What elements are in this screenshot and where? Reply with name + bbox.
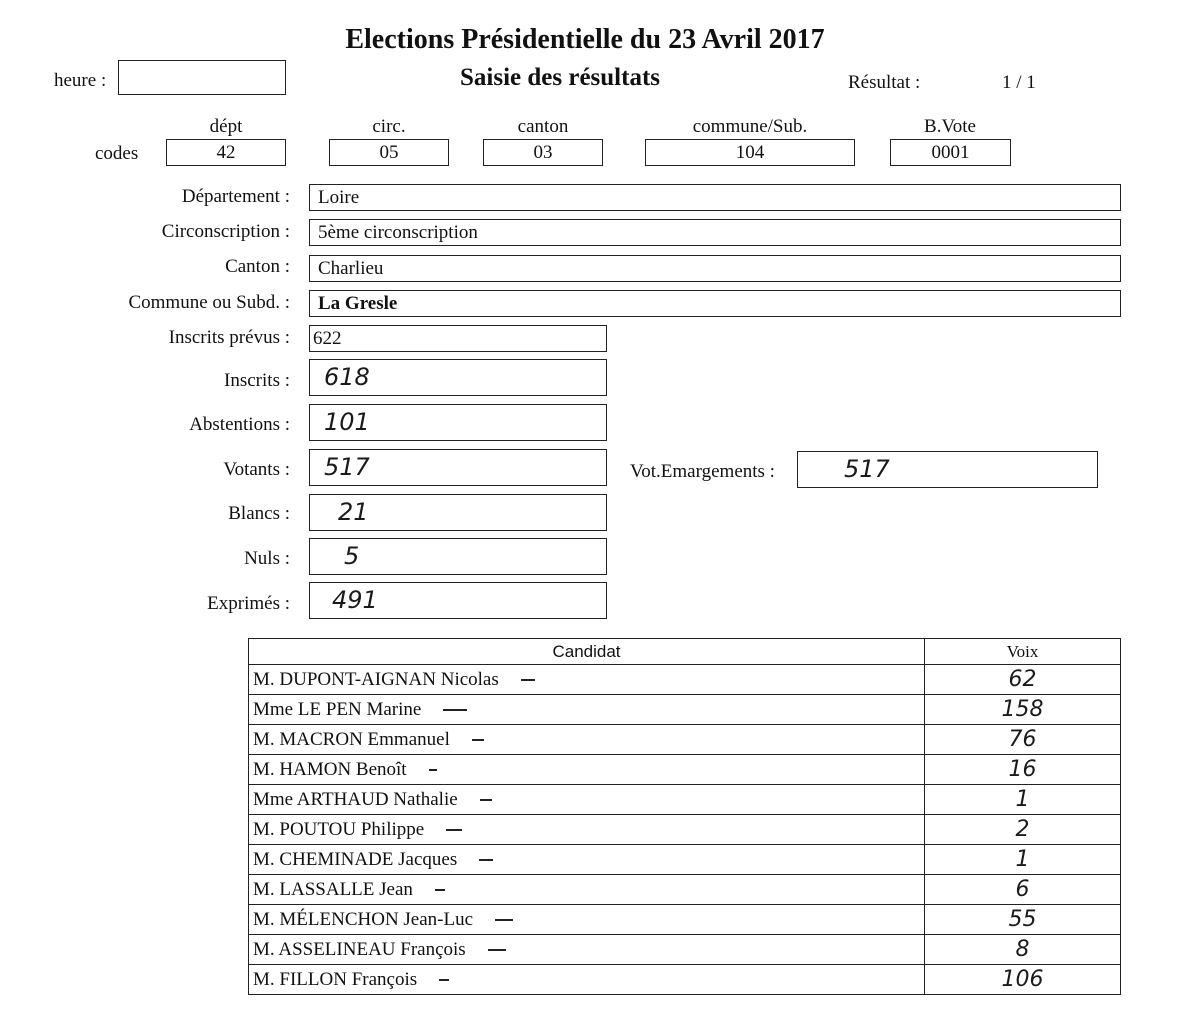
- circonscription-label: Circonscription :: [161, 221, 290, 242]
- heure-input[interactable]: [118, 60, 286, 95]
- exprimes-label: Exprimés :: [207, 593, 290, 614]
- table-header-row: [249, 639, 1121, 665]
- candidates-table-body: [249, 665, 1121, 995]
- commune-header: commune/Sub.: [692, 116, 808, 137]
- handwritten-tick-mark: [472, 739, 484, 741]
- codes-label: codes: [95, 143, 139, 164]
- candidate-votes-cell[interactable]: 2: [925, 815, 1121, 845]
- inscrits-prevus-field[interactable]: 622: [309, 325, 607, 352]
- vot-emargements-field[interactable]: 517: [797, 451, 1098, 488]
- handwritten-tick-mark: [479, 859, 493, 861]
- candidate-votes-cell[interactable]: 76: [925, 725, 1121, 755]
- inscrits-prevus-label: Inscrits prévus :: [168, 327, 290, 348]
- abstentions-label: Abstentions :: [189, 414, 290, 435]
- handwritten-tick-mark: [439, 979, 449, 981]
- candidates-table: [248, 638, 1121, 995]
- exprimes-field[interactable]: 491: [309, 582, 607, 619]
- dept-header: dépt: [209, 116, 243, 137]
- voix-column-header: Voix: [925, 639, 1121, 665]
- vot-emargements-label: Vot.Emargements :: [630, 461, 775, 482]
- blancs-field[interactable]: 21: [309, 494, 607, 531]
- dept-code-field[interactable]: 42: [166, 139, 286, 166]
- candidate-votes-cell[interactable]: 62: [925, 665, 1121, 695]
- candidate-name: M. ASSELINEAU François: [253, 938, 466, 960]
- candidate-votes-cell[interactable]: 106: [925, 965, 1121, 995]
- table-row: [249, 935, 1121, 965]
- candidate-votes-cell[interactable]: 8: [925, 935, 1121, 965]
- handwritten-tick-mark: [446, 829, 462, 831]
- candidate-name-cell: [249, 875, 925, 905]
- candidate-name: M. MACRON Emmanuel: [253, 728, 450, 750]
- candidate-name: M. DUPONT-AIGNAN Nicolas: [253, 668, 499, 690]
- candidate-votes-cell[interactable]: 6: [925, 875, 1121, 905]
- bvote-header: B.Vote: [924, 116, 976, 137]
- candidate-name-cell: [249, 815, 925, 845]
- handwritten-tick-mark: [480, 799, 492, 801]
- abstentions-field[interactable]: 101: [309, 404, 607, 441]
- commune-code-field[interactable]: 104: [645, 139, 855, 166]
- handwritten-tick-mark: [495, 919, 513, 921]
- canton-header: canton: [517, 116, 569, 137]
- votants-label: Votants :: [223, 459, 290, 480]
- table-row: [249, 905, 1121, 935]
- page-title: Elections Présidentielle du 23 Avril 2017: [345, 24, 825, 55]
- candidate-name-cell: [249, 755, 925, 785]
- candidate-votes-cell[interactable]: 158: [925, 695, 1121, 725]
- candidate-name: M. HAMON Benoît: [253, 758, 407, 780]
- resultat-value: 1 / 1: [1002, 72, 1036, 93]
- candidate-name-cell: [249, 905, 925, 935]
- candidate-votes-cell[interactable]: 1: [925, 785, 1121, 815]
- circonscription-field[interactable]: 5ème circonscription: [309, 219, 1121, 246]
- candidate-name: M. CHEMINADE Jacques: [253, 848, 458, 870]
- table-row: [249, 875, 1121, 905]
- votants-field[interactable]: 517: [309, 449, 607, 486]
- candidate-votes-cell[interactable]: 16: [925, 755, 1121, 785]
- circ-code-field[interactable]: 05: [329, 139, 449, 166]
- resultat-label: Résultat :: [848, 72, 921, 93]
- nuls-field[interactable]: 5: [309, 538, 607, 575]
- circ-header: circ.: [372, 116, 406, 137]
- table-row: [249, 695, 1121, 725]
- nuls-label: Nuls :: [244, 548, 290, 569]
- candidate-name-cell: [249, 785, 925, 815]
- candidate-name-cell: [249, 695, 925, 725]
- candidate-name: Mme ARTHAUD Nathalie: [253, 788, 458, 810]
- handwritten-tick-mark: [443, 709, 467, 711]
- canton-field[interactable]: Charlieu: [309, 255, 1121, 282]
- candidat-column-header: Candidat: [249, 639, 925, 665]
- candidate-name-cell: [249, 665, 925, 695]
- heure-label: heure :: [54, 70, 107, 91]
- candidate-name: M. MÉLENCHON Jean-Luc: [253, 908, 474, 930]
- table-row: [249, 755, 1121, 785]
- inscrits-field[interactable]: 618: [309, 359, 607, 396]
- handwritten-tick-mark: [488, 949, 506, 951]
- table-row: [249, 965, 1121, 995]
- candidate-name-cell: [249, 965, 925, 995]
- canton-code-field[interactable]: 03: [483, 139, 603, 166]
- candidate-name: Mme LE PEN Marine: [253, 698, 422, 720]
- candidate-votes-cell[interactable]: 1: [925, 845, 1121, 875]
- departement-label: Département :: [181, 186, 290, 207]
- candidate-name: M. POUTOU Philippe: [253, 818, 425, 840]
- candidate-name-cell: [249, 725, 925, 755]
- table-row: [249, 665, 1121, 695]
- page-subtitle: Saisie des résultats: [460, 64, 660, 91]
- handwritten-tick-mark: [521, 679, 535, 681]
- canton-label: Canton :: [225, 256, 290, 277]
- inscrits-label: Inscrits :: [224, 370, 290, 391]
- table-row: [249, 845, 1121, 875]
- handwritten-tick-mark: [435, 889, 445, 891]
- table-row: [249, 725, 1121, 755]
- blancs-label: Blancs :: [228, 503, 290, 524]
- candidate-name: M. LASSALLE Jean: [253, 878, 413, 900]
- bvote-code-field[interactable]: 0001: [890, 139, 1011, 166]
- commune-label: Commune ou Subd. :: [128, 292, 290, 313]
- departement-field[interactable]: Loire: [309, 184, 1121, 211]
- commune-field[interactable]: La Gresle: [309, 290, 1121, 317]
- candidate-votes-cell[interactable]: 55: [925, 905, 1121, 935]
- candidate-name-cell: [249, 845, 925, 875]
- candidate-name-cell: [249, 935, 925, 965]
- handwritten-tick-mark: [429, 769, 437, 771]
- candidate-name: M. FILLON François: [253, 968, 418, 990]
- table-row: [249, 785, 1121, 815]
- table-row: [249, 815, 1121, 845]
